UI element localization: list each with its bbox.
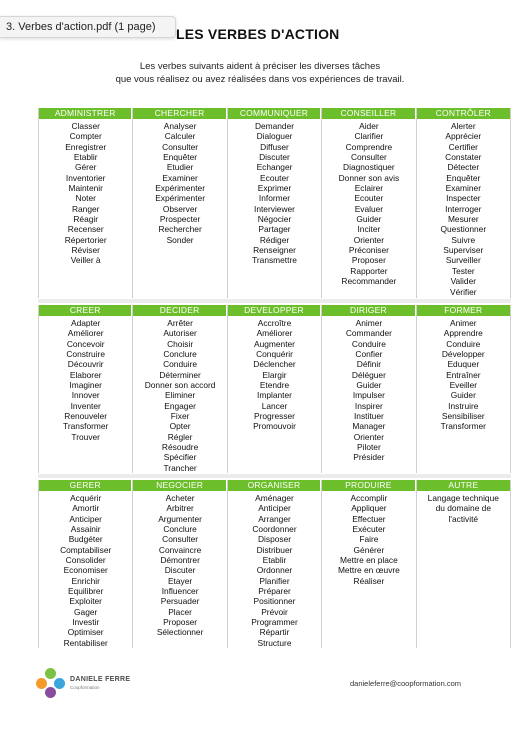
list-item: Distribuer	[256, 544, 293, 555]
list-item: Acquérir	[70, 493, 102, 503]
list-item: Enrichir	[71, 575, 100, 586]
list-item: Guider	[356, 380, 382, 391]
list-item: Accroître	[257, 318, 292, 328]
list-item: Répertorier	[64, 234, 107, 245]
list-item: Veiller à	[70, 255, 101, 266]
list-item: Gérer	[74, 162, 97, 173]
list-item: Mesurer	[447, 214, 479, 225]
column-header: ADMINISTRER	[39, 108, 132, 119]
list-item: Réviser	[71, 245, 100, 256]
list-item: Conduire	[351, 338, 386, 349]
list-item: Renseigner	[253, 245, 296, 256]
list-item: Budgéter	[68, 534, 103, 545]
list-item: Trouver	[71, 431, 100, 442]
column-header: NEGOCIER	[133, 480, 226, 491]
list-item: Diagnostiquer	[343, 162, 395, 173]
column-header: DECIDER	[133, 305, 226, 316]
contact-email[interactable]: danieleferre@coopformation.com	[350, 679, 462, 688]
column-header: DEVELOPPER	[228, 305, 321, 316]
list-item: Commander	[345, 328, 392, 339]
list-item: Réagir	[73, 214, 99, 225]
list-item: Apprécier	[445, 131, 482, 142]
list-item: Anticiper	[258, 503, 291, 514]
list-item: Placer	[168, 606, 192, 617]
list-item: Ranger	[71, 203, 100, 214]
verb-column	[322, 305, 416, 473]
list-item: Inventer	[70, 400, 101, 411]
list-item: Guider	[450, 390, 476, 401]
verb-column	[39, 305, 133, 473]
list-item: Enregistrer	[65, 141, 107, 152]
list-item: Sonder	[166, 234, 194, 245]
list-item: Etendre	[259, 380, 290, 391]
list-item: Ecouter	[354, 193, 384, 204]
list-item: Ecouter	[260, 172, 289, 183]
logo-name: DANIELE FERRE	[70, 676, 131, 683]
list-item: Piloter	[357, 442, 381, 453]
list-item: Arranger	[258, 513, 291, 524]
list-item: Présider	[353, 452, 385, 463]
list-item: Rentabiliser	[63, 637, 108, 648]
list-item: Conclure	[163, 349, 197, 360]
list-item: Préparer	[258, 586, 291, 597]
list-item: Donner son accord	[144, 380, 216, 391]
list-item: Eduquer	[447, 359, 480, 370]
verb-list	[39, 119, 132, 266]
list-item: Renouveler	[64, 411, 108, 422]
list-item: Innover	[71, 390, 100, 401]
list-item: Discuter	[259, 152, 290, 163]
list-item: Découvrir	[67, 359, 104, 370]
list-item: Valider	[450, 276, 477, 287]
column-header: ORGANISER	[228, 480, 321, 491]
list-item: Inciter	[357, 224, 381, 235]
list-item: Rapporter	[350, 265, 388, 276]
verb-list	[322, 491, 415, 586]
list-item: Orienter	[353, 431, 385, 442]
list-item: Eveiller	[449, 380, 478, 391]
verb-list	[228, 316, 321, 432]
verb-list	[322, 119, 415, 287]
list-item: Consulter	[162, 141, 199, 152]
list-item: Classer	[71, 121, 100, 131]
list-item: Impulser	[352, 390, 385, 401]
list-item: Trancher	[163, 462, 197, 473]
list-item: Eliminer	[164, 390, 196, 401]
list-item: Spécifier	[163, 452, 197, 463]
list-item: Surveiller	[445, 255, 481, 266]
list-item: Exploiter	[69, 596, 102, 607]
list-item: Constater	[445, 152, 482, 163]
list-item: Influencer	[161, 586, 199, 597]
list-item: Questionner	[440, 224, 487, 235]
list-item: Définir	[356, 359, 381, 370]
list-item: Arbitrer	[166, 503, 194, 514]
list-item: Aménager	[255, 493, 294, 503]
list-item: Investir	[72, 617, 100, 628]
list-item: Evaluer	[354, 203, 384, 214]
list-item: Comptabiliser	[60, 544, 112, 555]
list-item: Coordonner	[252, 524, 297, 535]
list-item: Déléguer	[351, 369, 386, 380]
list-item: Déclencher	[253, 359, 296, 370]
verb-list	[322, 316, 415, 463]
list-item: Adapter	[71, 318, 101, 328]
section-divider	[38, 299, 511, 303]
list-item: Rechercher	[158, 224, 202, 235]
list-item: Compter	[69, 131, 102, 142]
list-item: Transformer	[440, 421, 486, 432]
list-item: Enquêter	[163, 152, 198, 163]
list-item: Implanter	[257, 390, 292, 401]
list-item: Anticiper	[69, 513, 102, 524]
list-item: Recenser	[67, 224, 104, 235]
verb-list	[133, 119, 226, 245]
list-item: Instruire	[448, 400, 479, 411]
list-item: Positionner	[253, 596, 296, 607]
column-header: CHERCHER	[133, 108, 226, 119]
list-item: Inspirer	[354, 400, 383, 411]
list-item: Démontrer	[160, 555, 200, 566]
list-item: Détecter	[447, 162, 480, 173]
verb-list	[228, 491, 321, 648]
list-item: Effectuer	[352, 513, 386, 524]
company-logo-icon	[36, 668, 66, 698]
column-header: CREER	[39, 305, 132, 316]
list-item: Augmenter	[254, 338, 295, 349]
list-item: Demander	[254, 121, 295, 131]
list-item: Améliorer	[67, 328, 104, 339]
list-item: du domaine de	[435, 503, 491, 514]
list-item: Mettre en place	[340, 555, 398, 566]
list-item: Disposer	[257, 534, 292, 545]
list-item: Enquêter	[446, 172, 481, 183]
verb-list	[417, 316, 510, 432]
list-item: Elargir	[262, 369, 287, 380]
list-item: Examiner	[445, 183, 481, 194]
list-item: Diffuser	[260, 141, 289, 152]
list-item: Proposer	[163, 617, 198, 628]
list-item: Calculer	[164, 131, 196, 142]
list-item: Accomplir	[350, 493, 388, 503]
list-item: Economiser	[63, 565, 108, 576]
list-item: Informer	[258, 193, 291, 204]
list-item: Aider	[359, 121, 379, 131]
list-item: Sélectionner	[156, 627, 204, 638]
list-item: Analyser	[163, 121, 197, 131]
list-item: Gager	[74, 606, 98, 617]
logo-dot-orange	[36, 678, 47, 689]
list-item: Lancer	[261, 400, 288, 411]
list-item: Inventorier	[65, 172, 106, 183]
verb-list	[39, 316, 132, 442]
list-item: Animer	[355, 318, 383, 328]
verb-table-section-3	[38, 480, 511, 648]
verb-column	[417, 305, 511, 473]
list-item: Développer	[441, 349, 485, 360]
list-item: Elaborer	[69, 369, 102, 380]
list-item: l'activité	[448, 513, 479, 524]
verb-column	[322, 480, 416, 648]
list-item: Sensibiliser	[441, 411, 485, 422]
verb-table-section-2	[38, 305, 511, 473]
column-header: CONSEILLER	[322, 108, 415, 119]
list-item: Dialoguer	[256, 131, 293, 142]
list-item: Recommander	[341, 276, 397, 287]
column-header: COMMUNIQUER	[228, 108, 321, 119]
list-item: Persuader	[160, 596, 200, 607]
verb-column	[39, 480, 133, 648]
list-item: Exprimer	[257, 183, 292, 194]
list-item: Conquérir	[256, 349, 293, 360]
list-item: Instituer	[353, 411, 384, 422]
list-item: Programmer	[251, 617, 298, 628]
list-item: Maintenir	[68, 183, 103, 194]
verb-column	[417, 108, 511, 298]
list-item: Déterminer	[159, 369, 201, 380]
verb-column	[133, 480, 227, 648]
list-item: Structure	[257, 637, 292, 648]
list-item: Mettre en œuvre	[337, 565, 400, 576]
list-item: Expérimenter	[155, 183, 205, 194]
verb-column	[133, 108, 227, 298]
intro-line-1: Les verbes suivants aident à préciser les diverses tâches	[139, 61, 381, 72]
list-item: Régler	[167, 431, 193, 442]
list-item: Interroger	[445, 203, 482, 214]
list-item: Certifier	[448, 141, 478, 152]
list-item: Concevoir	[66, 338, 105, 349]
column-header: CONTRÔLER	[417, 108, 510, 119]
list-item: Progresser	[254, 411, 295, 422]
list-item: Planifier	[259, 575, 290, 586]
list-item: Optimiser	[67, 627, 104, 638]
list-item: Etablir	[262, 555, 287, 566]
column-header: FORMER	[417, 305, 510, 316]
document-intro	[60, 60, 460, 86]
list-item: Exécuter	[352, 524, 386, 535]
list-item: Confier	[355, 349, 383, 360]
document-title: LES VERBES D'ACTION	[176, 26, 340, 42]
list-item: Transformer	[63, 421, 109, 432]
column-header: DIRIGER	[322, 305, 415, 316]
list-item: Clarifier	[354, 131, 384, 142]
list-item: Argumenter	[158, 513, 202, 524]
logo-dot-blue	[54, 678, 65, 689]
verb-list	[133, 491, 226, 638]
list-item: Donner son avis	[338, 172, 400, 183]
list-item: Eclairer	[354, 183, 384, 194]
list-item: Etablir	[73, 152, 98, 163]
list-item: Consulter	[350, 152, 387, 163]
list-item: Résoudre	[161, 442, 199, 453]
list-item: Orienter	[353, 234, 385, 245]
list-item: Conclure	[163, 524, 197, 535]
list-item: Conduire	[446, 338, 481, 349]
list-item: Etudier	[166, 162, 194, 173]
list-item: Langage technique	[427, 493, 499, 503]
list-item: Améliorer	[256, 328, 293, 339]
list-item: Examiner	[162, 172, 198, 183]
list-item: Fixer	[170, 411, 190, 422]
section-divider	[38, 474, 511, 478]
list-item: Ordonner	[256, 565, 293, 576]
list-item: Proposer	[351, 255, 386, 266]
list-item: Négocier	[257, 214, 292, 225]
list-item: Noter	[75, 193, 96, 204]
list-item: Suivre	[451, 234, 476, 245]
list-item: Choisir	[167, 338, 194, 349]
list-item: Consolider	[65, 555, 106, 566]
verb-list	[39, 491, 132, 648]
list-item: Vérifier	[450, 286, 477, 297]
list-item: Préconiser	[348, 245, 389, 256]
column-header: AUTRE	[417, 480, 510, 491]
list-item: Manager	[352, 421, 386, 432]
verb-table-section-1	[38, 108, 511, 298]
list-item: Observer	[162, 203, 198, 214]
column-header: PRODUIRE	[322, 480, 415, 491]
pdf-file-tab[interactable]: 3. Verbes d'action.pdf (1 page)	[0, 16, 176, 38]
list-item: Autoriser	[163, 328, 197, 339]
company-logo-text	[70, 676, 130, 690]
list-item: Conduire	[163, 359, 198, 370]
list-item: Expérimenter	[155, 193, 205, 204]
list-item: Assainir	[70, 524, 101, 535]
list-item: Entraîner	[446, 369, 481, 380]
list-item: Acheter	[165, 493, 195, 503]
list-item: Superviser	[443, 245, 484, 256]
logo-subtitle: Coopformation	[70, 685, 100, 690]
list-item: Convaincre	[158, 544, 202, 555]
list-item: Echanger	[256, 162, 293, 173]
list-item: Faire	[359, 534, 379, 545]
list-item: Opter	[169, 421, 191, 432]
list-item: Consulter	[162, 534, 199, 545]
list-item: Tester	[451, 265, 475, 276]
list-item: Discuter	[164, 565, 196, 576]
verb-column	[39, 108, 133, 298]
list-item: Alerter	[450, 121, 476, 131]
list-item: Prévoir	[261, 606, 288, 617]
list-item: Animer	[450, 318, 477, 328]
verb-column	[133, 305, 227, 473]
verb-column	[228, 305, 322, 473]
list-item: Equilibrer	[68, 586, 104, 597]
verb-list	[228, 119, 321, 266]
list-item: Imaginer	[69, 380, 102, 391]
verb-list	[133, 316, 226, 473]
list-item: Prospecter	[159, 214, 201, 225]
list-item: Générer	[353, 544, 385, 555]
list-item: Comprendre	[345, 141, 393, 152]
list-item: Etayer	[167, 575, 193, 586]
list-item: Partager	[258, 224, 291, 235]
list-item: Amortir	[72, 503, 100, 514]
verb-list	[417, 491, 510, 524]
list-item: Arrêter	[167, 318, 193, 328]
verb-column	[228, 480, 322, 648]
list-item: Construire	[66, 349, 106, 360]
list-item: Engager	[164, 400, 196, 411]
list-item: Transmettre	[252, 255, 297, 266]
verb-list	[417, 119, 510, 297]
logo-dot-green	[45, 668, 56, 679]
list-item: Interviewer	[254, 203, 295, 214]
list-item: Appliquer	[351, 503, 387, 514]
verb-column	[417, 480, 511, 648]
list-item: Promouvoir	[253, 421, 296, 432]
list-item: Guider	[356, 214, 382, 225]
column-header: GERER	[39, 480, 132, 491]
list-item: Réaliser	[353, 575, 385, 586]
verb-column	[228, 108, 322, 298]
verb-column	[322, 108, 416, 298]
logo-dot-purple	[45, 687, 56, 698]
list-item: Apprendre	[443, 328, 483, 339]
list-item: Rédiger	[259, 234, 290, 245]
list-item: Répartir	[259, 627, 290, 638]
intro-line-2: que vous réalisez ou avez réalisées dans vos expériences de travail.	[115, 74, 405, 85]
list-item: Inspecter	[446, 193, 481, 204]
